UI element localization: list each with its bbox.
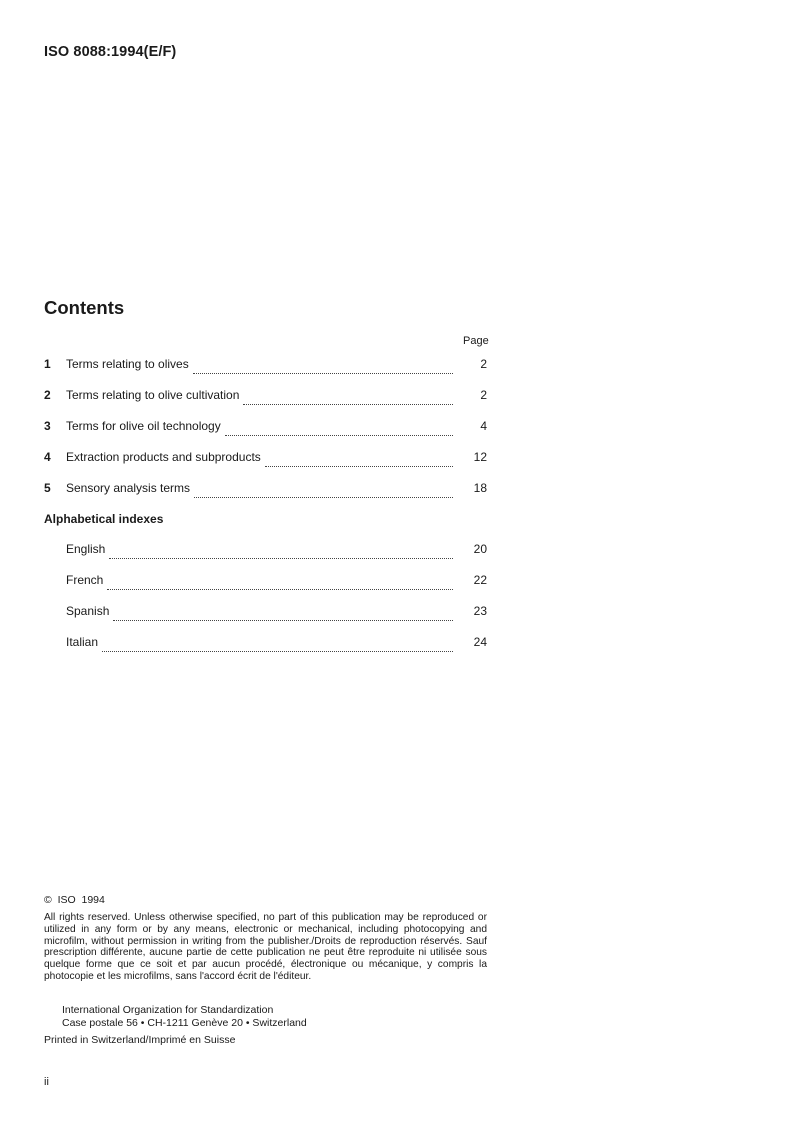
index-entry-label: Italian: [66, 635, 99, 649]
toc-entry-number: 1: [44, 357, 51, 371]
alphabetical-indexes-heading: Alphabetical indexes: [44, 512, 164, 526]
page-column-label: Page: [463, 335, 489, 347]
printed-in-line: Printed in Switzerland/Imprimé en Suisse: [44, 1034, 236, 1046]
index-entry: [44, 604, 487, 622]
toc-entry-label: Sensory analysis terms: [66, 481, 191, 495]
toc-leader-dots: [107, 577, 453, 590]
toc-entry-number: 2: [44, 388, 51, 402]
toc-entry-page: 4: [480, 419, 487, 433]
index-entry-label: English: [66, 542, 106, 556]
document-id-header: ISO 8088:1994(E/F): [44, 44, 177, 60]
index-entry: [44, 573, 487, 591]
toc-leader-dots: [102, 639, 453, 652]
index-entry-label: French: [66, 573, 104, 587]
toc-entry: [44, 481, 487, 499]
toc-leader-dots: [243, 392, 453, 405]
toc-entry-label: Terms relating to olive cultivation: [66, 388, 240, 402]
organization-address: Case postale 56 • CH-1211 Genève 20 • Switzerland: [62, 1017, 307, 1029]
toc-entry-page: 2: [480, 388, 487, 402]
toc-entry-page: 18: [473, 481, 487, 495]
index-entry-page: 20: [473, 542, 487, 556]
toc-entry-label: Terms for olive oil technology: [66, 419, 221, 433]
rights-notice: All rights reserved. Unless otherwise specified, no part of this publication may be reproduced or utilized in any form or by any means, electronic or mechanical, including photocopying and microfilm, without permission in writing from the publisher./Droits de reproduction réservés. Sauf prescription différente, aucune partie de cette publication ne peut être reproduite ni utilisée sous quelque forme que ce soit et par aucun procédé, électronique ou mécanique, y compris la photocopie et les microfilms, sans l'accord écrit de l'éditeur.: [44, 912, 487, 982]
toc-entry-label: Extraction products and subproducts: [66, 450, 261, 464]
contents-title: Contents: [44, 297, 125, 318]
index-entry-label: Spanish: [66, 604, 110, 618]
organization-block: [62, 1004, 307, 1030]
index-entry: [44, 635, 487, 653]
page-folio: ii: [44, 1076, 49, 1088]
toc-entry-label: Terms relating to olives: [66, 357, 189, 371]
index-entry-page: 24: [473, 635, 487, 649]
index-entry: [44, 542, 487, 560]
toc-entry-number: 5: [44, 481, 51, 495]
toc-entry-number: 4: [44, 450, 51, 464]
organization-name: International Organization for Standardization: [62, 1004, 274, 1016]
toc-leader-dots: [193, 361, 453, 374]
toc-entry: [44, 357, 487, 375]
toc-leader-dots: [265, 454, 453, 467]
toc-entry: [44, 419, 487, 437]
toc-entry-page: 12: [473, 450, 487, 464]
toc-leader-dots: [194, 485, 453, 498]
toc-leader-dots: [109, 546, 453, 559]
toc-entry-number: 3: [44, 419, 51, 433]
copyright-line: © ISO 1994: [44, 894, 105, 906]
toc-leader-dots: [225, 423, 453, 436]
toc-leader-dots: [113, 608, 453, 621]
index-entry-page: 23: [473, 604, 487, 618]
toc-entry: [44, 450, 487, 468]
toc-entry-page: 2: [480, 357, 487, 371]
index-entry-page: 22: [473, 573, 487, 587]
toc-entry: [44, 388, 487, 406]
